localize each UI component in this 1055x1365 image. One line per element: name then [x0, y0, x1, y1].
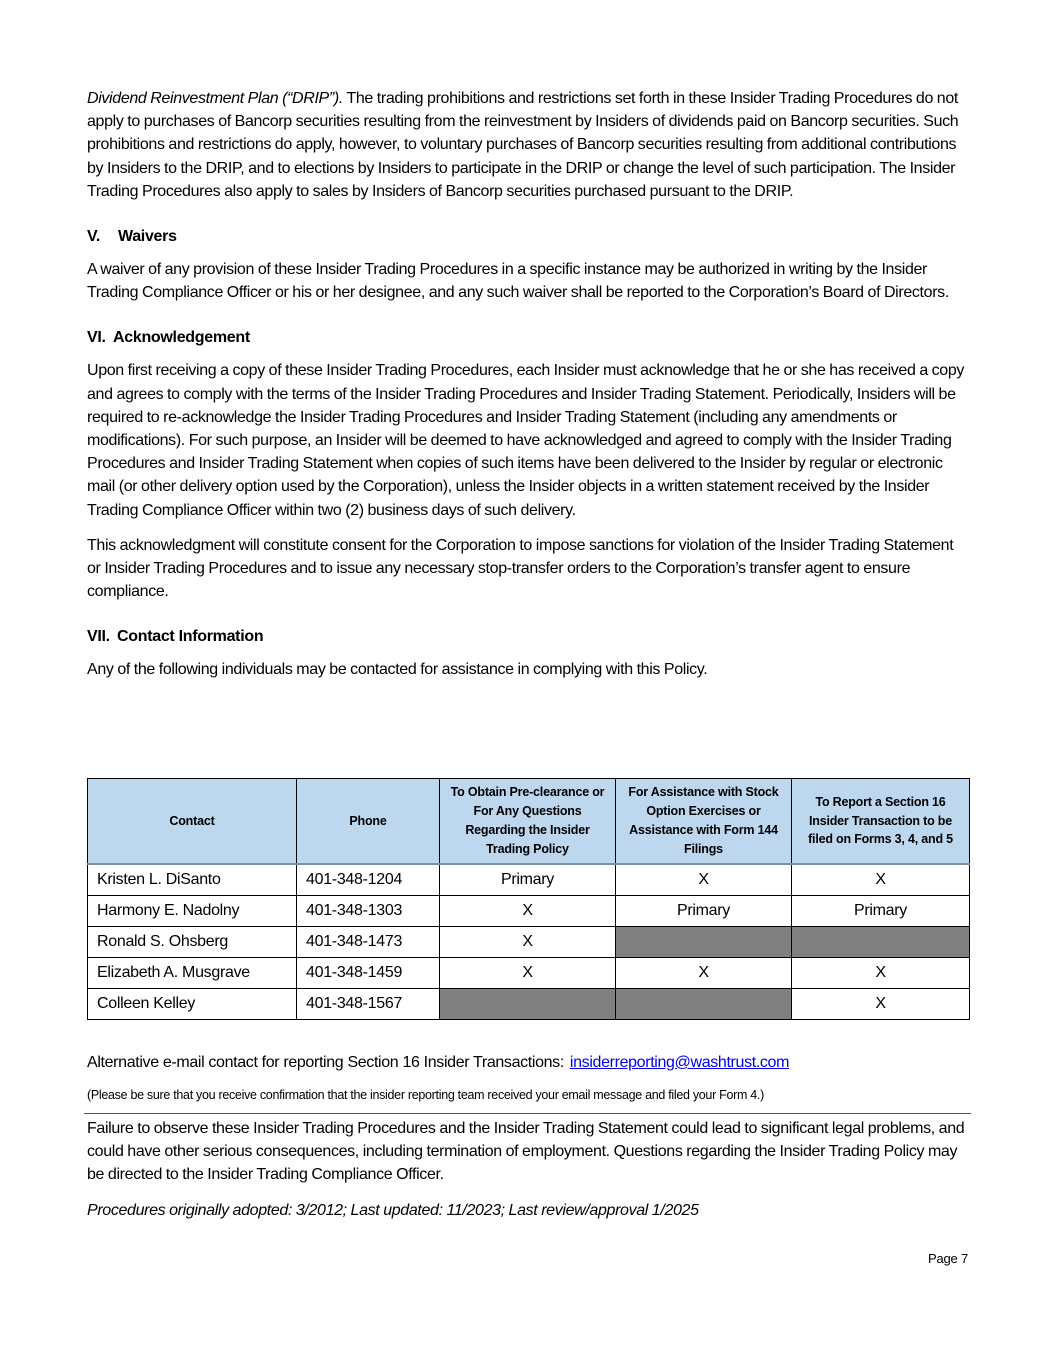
section16-cell: X: [792, 989, 970, 1020]
header-stock-option: For Assistance with Stock Option Exercises or Assistance with Form 144 Filings: [616, 779, 792, 865]
stock-option-cell-shaded: [616, 989, 792, 1020]
stock-option-cell: Primary: [616, 896, 792, 927]
confirmation-note: (Please be sure that you receive confirmation that the insider reporting team received your email message and filed your Form 4.): [87, 1088, 764, 1102]
contact-phone: 401-348-1459: [297, 958, 440, 989]
contact-intro: Any of the following individuals may be contacted for assistance in complying with this Policy.: [87, 661, 708, 679]
footer-block: [87, 1117, 969, 1222]
stock-option-cell-shaded: [616, 927, 792, 958]
section-acknowledgement-heading: [87, 326, 969, 349]
section-title: Contact Information: [117, 628, 264, 646]
section16-cell: Primary: [792, 896, 970, 927]
contact-phone: 401-348-1303: [297, 896, 440, 927]
preclearance-cell: X: [440, 896, 616, 927]
section16-cell: X: [792, 864, 970, 896]
header-contact: Contact: [88, 779, 297, 865]
section-number: VI.: [87, 329, 106, 347]
contact-phone: 401-348-1473: [297, 927, 440, 958]
drip-body: The trading prohibitions and restrictions set forth in these Insider Trading Procedures do not apply to purchases of Bancorp securities resulting from the reinvestment by Insiders of dividends paid on Bancorp securities. Such prohibitions and restrictions do apply, however, to voluntary purchases of Bancorp securities resulting from additional contributions by Insiders to the DRIP, and to elections by Insiders to participate in the DRIP or change the level of such participation. The Insider Trading Procedures also apply to sales by Insiders of Bancorp securities purchased pursuant to the DRIP.: [87, 90, 959, 200]
table-row: [88, 958, 970, 989]
section16-cell: X: [792, 958, 970, 989]
contact-table: [87, 778, 970, 1020]
section16-cell-shaded: [792, 927, 970, 958]
alternative-email-label: Alternative e-mail contact for reporting Section 16 Insider Transactions:: [87, 1054, 564, 1071]
section-title: Waivers: [118, 228, 177, 246]
failure-warning-paragraph: Failure to observe these Insider Trading Procedures and the Insider Trading Statement could lead to significant legal problems, and could have other serious consequences, including termination of employment. Questions regarding the Insider Trading Policy may be directed to the Insider Trading Compliance Officer.: [87, 1120, 965, 1184]
section-waivers-heading: [87, 225, 969, 248]
drip-paragraph: [87, 87, 969, 203]
preclearance-cell-shaded: [440, 989, 616, 1020]
contact-name: Kristen L. DiSanto: [88, 864, 297, 896]
table-row: [88, 896, 970, 927]
header-phone: Phone: [297, 779, 440, 865]
section-number: VII.: [87, 628, 110, 646]
preclearance-cell: X: [440, 927, 616, 958]
table-header-row: [88, 779, 970, 865]
document-page: [87, 87, 969, 694]
contact-name: Colleen Kelley: [88, 989, 297, 1020]
contact-name: Harmony E. Nadolny: [88, 896, 297, 927]
acknowledgement-paragraph-1: Upon first receiving a copy of these Insider Trading Procedures, each Insider must acknowledge that he or she has received a copy and agrees to comply with the terms of the Insider Trading Procedures and Insider Trading Statement. Periodically, Insiders will be required to re-acknowledge the Insider Trading Procedures and Insider Trading Statement (including any amendments or modifications). For such purpose, an Insider will be deemed to have acknowledged and agreed to comply with the Insider Trading Procedures and Insider Trading Statement when copies of such items have been delivered to the Insider by regular or electronic mail (or other delivery option used by the Corporation), unless the Insider objects in a written statement received by the Insider Trading Compliance Officer within two (2) business days of such delivery.: [87, 362, 965, 519]
section-title: Acknowledgement: [113, 329, 250, 347]
alternative-email-line: [87, 1052, 789, 1074]
section-contact-heading: [87, 625, 969, 648]
header-preclearance: To Obtain Pre-clearance or For Any Questions Regarding the Insider Trading Policy: [440, 779, 616, 865]
contact-phone: 401-348-1204: [297, 864, 440, 896]
stock-option-cell: X: [616, 864, 792, 896]
table-row: [88, 927, 970, 958]
acknowledgement-paragraph-2: This acknowledgment will constitute consent for the Corporation to impose sanctions for violation of the Insider Trading Statement or Insider Trading Procedures and to issue any necessary stop-transfer orders to the Corporation’s transfer agent to ensure compliance.: [87, 536, 954, 601]
contact-phone: 401-348-1567: [297, 989, 440, 1020]
drip-title: Dividend Reinvestment Plan (“DRIP”).: [87, 90, 343, 107]
preclearance-cell: X: [440, 958, 616, 989]
contact-name: Ronald S. Ohsberg: [88, 927, 297, 958]
procedures-history: Procedures originally adopted: 3/2012; Last updated: 11/2023; Last review/approval 1/2025: [87, 1201, 699, 1219]
table-row: [88, 864, 970, 896]
table-row: [88, 989, 970, 1020]
header-section16: To Report a Section 16 Insider Transaction to be filed on Forms 3, 4, and 5: [792, 779, 970, 865]
contact-name: Elizabeth A. Musgrave: [88, 958, 297, 989]
section-number: V.: [87, 228, 101, 246]
waivers-paragraph: A waiver of any provision of these Insider Trading Procedures in a specific instance may be authorized in writing by the Insider Trading Compliance Officer or his or her designee, and any such waiver shall be reported to the Corporation’s Board of Directors.: [87, 261, 949, 302]
stock-option-cell: X: [616, 958, 792, 989]
horizontal-divider: [84, 1113, 971, 1114]
preclearance-cell: Primary: [440, 864, 616, 896]
page-number: Page 7: [927, 1251, 968, 1266]
insider-reporting-email-link[interactable]: insiderreporting@washtrust.com: [569, 1054, 790, 1071]
